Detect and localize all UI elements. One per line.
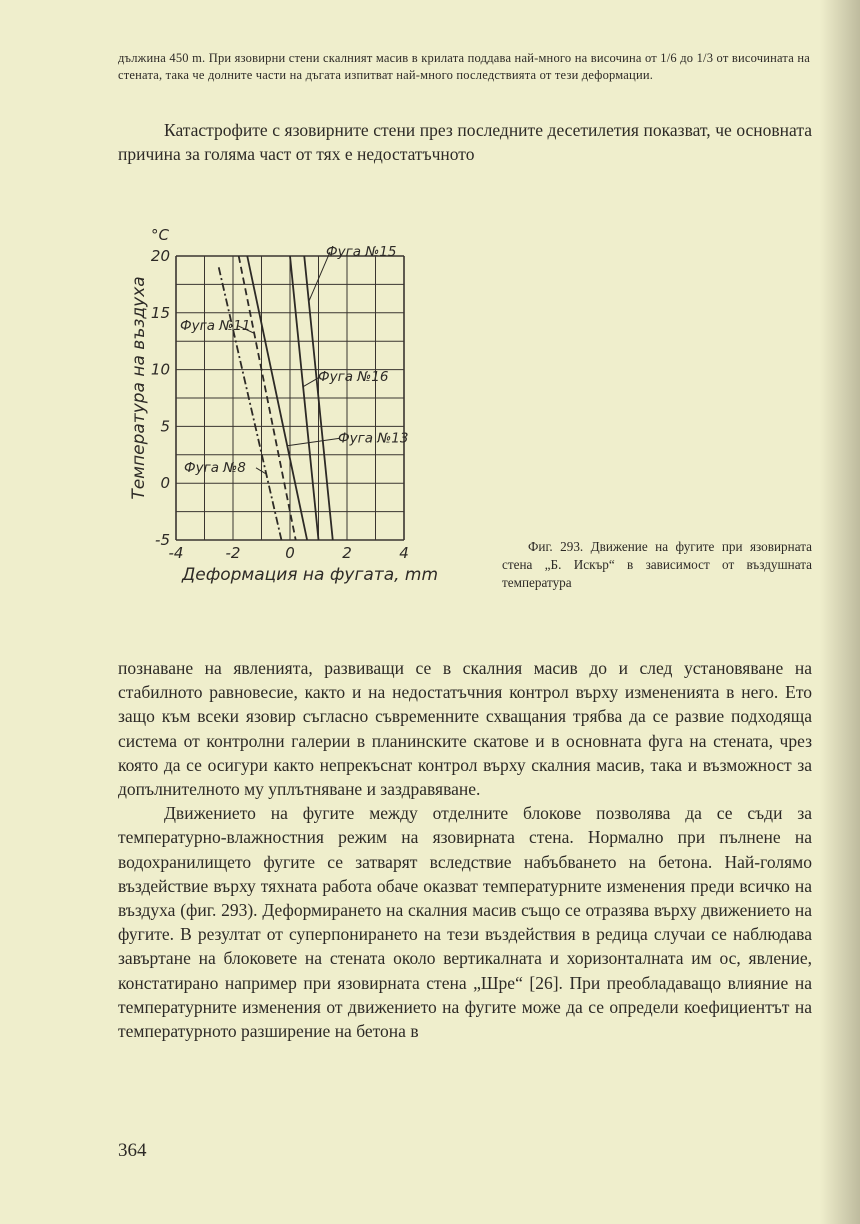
intro-text: Катастрофите с язовирните стени през последните десетилетия показват, че основната причина за голяма част от тях е недостатъчното [118,120,812,165]
intro-paragraph [118,118,812,166]
x-tick-label: -4 [168,544,184,562]
series-leader [287,438,340,445]
figure-caption: Фиг. 293. Движение на фугите при язовирната стена „Б. Искър“ в зависимост от въздушната температура [502,539,812,590]
series-line [219,267,282,540]
y-axis-label: Температура на въздуха [129,276,149,500]
page-number: 364 [118,1140,147,1161]
x-axis-label: Деформация на фугата, mm [181,565,439,585]
joint-deformation-chart [120,220,450,590]
y-tick-label: -5 [155,531,170,549]
main-paragraph-2: Движението на фугите между отделните блокове позволява да се съди за температурно-влажностния режим на язовирната стена. Нормално при пълнене на водохранилището фугите се затварят вследствие набъбването на бетона. Най-голямо въздействие върху тяхната работа обаче оказват температурните изменения преди всичко на въздуха (фиг. 293). Деформирането на скалния масив също се отразява върху движението на фугите. В резултат от суперпонирането на тези въздействия в редица случаи се наблюдава завъртане на блоковете на стената около вертикалната и хоризонталната им ос, явление, констатирано например при язовирната стена „Шре“ [26]. При преобладаващо влияние на температурните изменения от движението на фугите може да се определи коефициентът на температурното разширение на бетона в [118,803,812,1042]
x-tick-label: 2 [342,544,352,562]
top-paragraph: дължина 450 m. При язовирни стени скалният масив в крилата поддава най-много на височина от 1/6 до 1/3 от височината на стената, така че долните части на дъгата изпитват най-много последствията от тези деформации. [118,51,810,82]
x-tick-label: -2 [225,544,241,562]
figure-293 [120,220,450,590]
main-text [118,656,812,1043]
y-tick-label: 15 [150,303,170,322]
y-tick-label: 10 [150,360,170,379]
series-label: Фуга №13 [338,430,409,447]
y-tick-label: 0 [160,474,170,493]
series-label: Фуга №15 [326,244,397,260]
y-unit-label: °C [151,226,169,244]
main-paragraph-1: познаване на явленията, развиващи се в скалния масив до и след установяване на стабилното равновесие, както и на недостатъчния контрол върху измененията в него. Ето защо към всеки язовир съгласно съвременните схващания трябва да се развие подходяща система от контролни галерии в планинските скатове и в основната фуга на стената, чрез която да се осигури както непрекъснат контрол върху скалния масив, така и възможност за допълнителното му уплътняване и заздравяване. [118,658,812,800]
page-edge-shadow [820,0,860,1224]
x-tick-label: 0 [285,544,295,562]
x-tick-label: 4 [399,544,409,562]
y-tick-label: 5 [160,417,170,436]
series-label: Фуга №11 [180,317,251,334]
series-label: Фуга №16 [318,368,389,385]
series-label: Фуга №8 [184,459,246,476]
y-tick-label: 20 [150,247,170,265]
